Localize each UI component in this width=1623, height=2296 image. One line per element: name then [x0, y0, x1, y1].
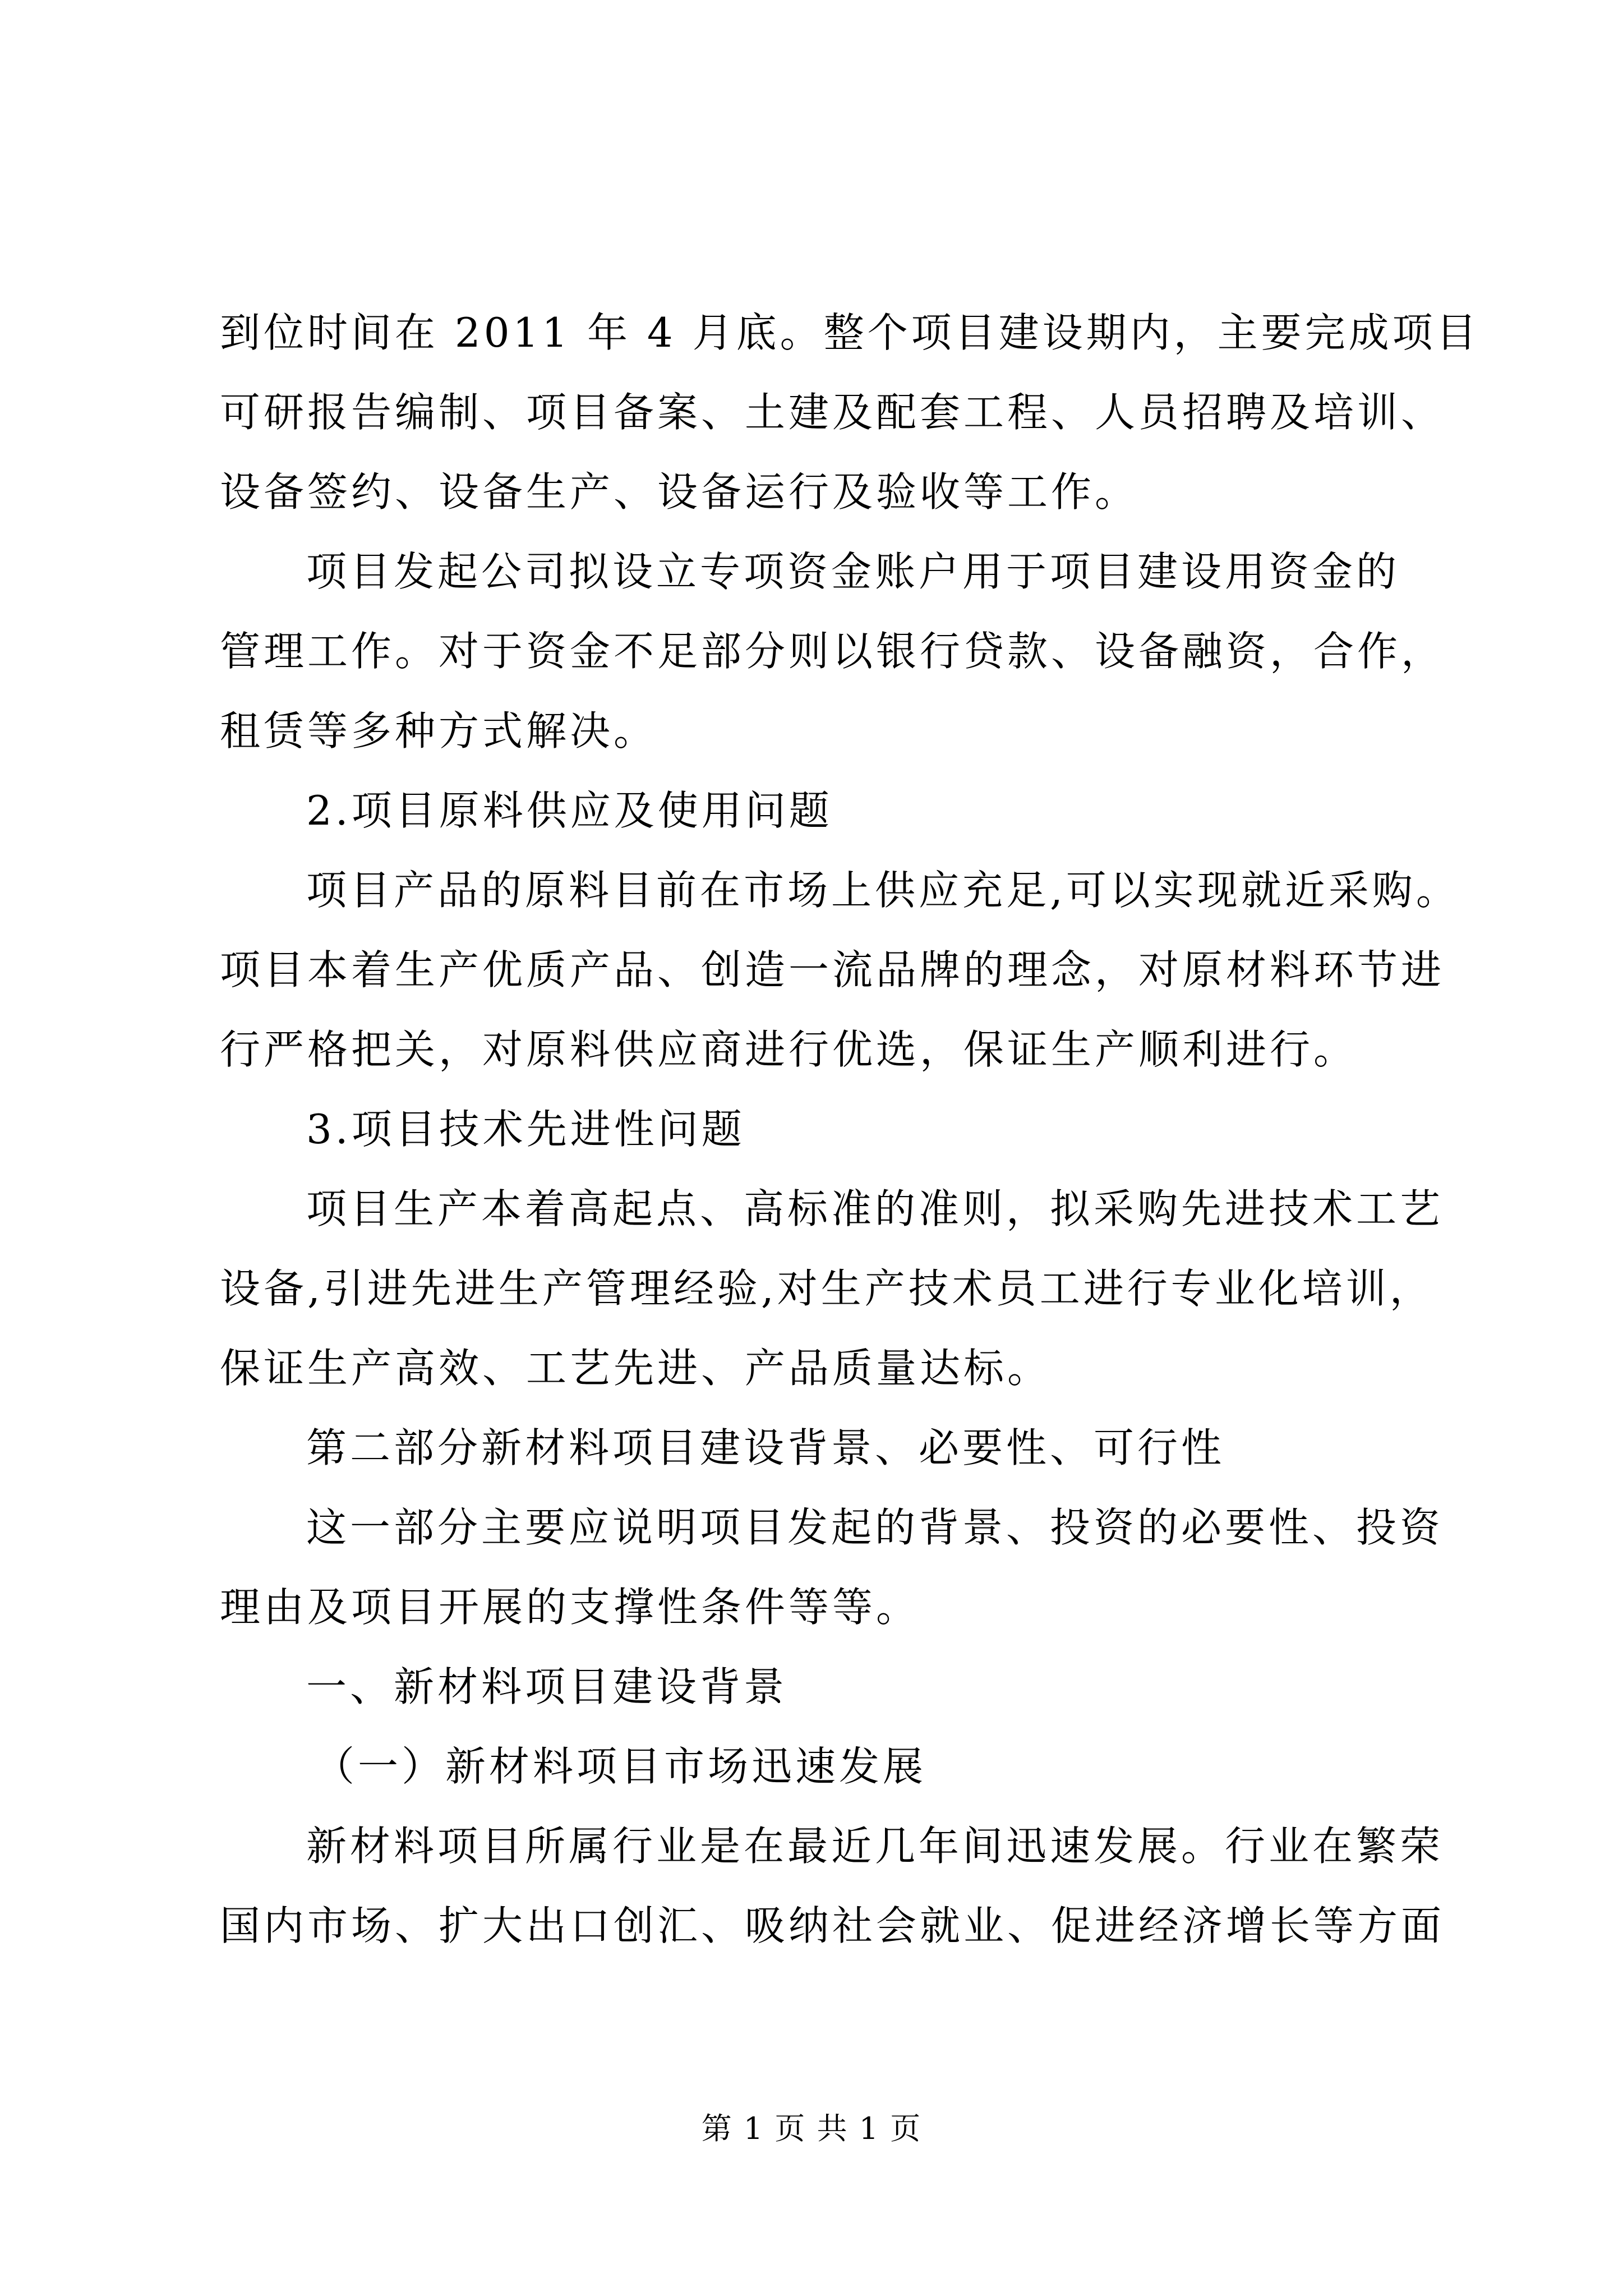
body-line: 国内市场、扩大出口创汇、吸纳社会就业、促进经济增长等方面	[220, 1902, 1445, 1949]
subsection-heading: （一）新材料项目市场迅速发展	[314, 1743, 927, 1790]
page-footer: 第 1 页 共 1 页	[701, 2111, 922, 2146]
paragraph-start-line: 新材料项目所属行业是在最近几年间迅速发展。行业在繁荣	[306, 1823, 1444, 1870]
section-heading: 一、新材料项目建设背景	[306, 1663, 788, 1710]
body-line: 项目本着生产优质产品、创造一流品牌的理念，对原材料环节进	[220, 946, 1445, 993]
body-line: 行严格把关，对原料供应商进行优选，保证生产顺利进行。	[220, 1026, 1358, 1073]
body-line: 租赁等多种方式解决。	[220, 707, 658, 754]
body-line: 可研报告编制、项目备案、土建及配套工程、人员招聘及培训、	[220, 389, 1445, 436]
paragraph-start-line: 项目生产本着高起点、高标准的准则，拟采购先进技术工艺	[306, 1185, 1444, 1232]
paragraph-start-line: 项目发起公司拟设立专项资金账户用于项目建设用资金的	[306, 548, 1400, 595]
section-heading: 3.项目技术先进性问题	[306, 1106, 745, 1153]
body-line: 管理工作。对于资金不足部分则以银行贷款、设备融资，合作，	[220, 628, 1445, 675]
part-heading: 第二部分新材料项目建设背景、必要性、可行性	[306, 1424, 1225, 1471]
section-heading: 2.项目原料供应及使用问题	[306, 787, 833, 834]
body-line: 设备签约、设备生产、设备运行及验收等工作。	[220, 468, 1139, 516]
paragraph-start-line: 这一部分主要应说明项目发起的背景、投资的必要性、投资	[306, 1504, 1444, 1551]
body-line: 设备,引进先进生产管理经验,对生产技术员工进行专业化培训，	[220, 1265, 1433, 1312]
document-body	[220, 293, 1480, 1966]
body-line: 理由及项目开展的支撑性条件等等。	[220, 1584, 920, 1631]
body-line: 保证生产高效、工艺先进、产品质量达标。	[220, 1345, 1052, 1392]
body-line: 到位时间在 2011 年 4 月底。整个项目建设期内，主要完成项目	[220, 309, 1480, 356]
paragraph-start-line: 项目产品的原料目前在市场上供应充足,可以实现就近采购。	[306, 867, 1460, 914]
